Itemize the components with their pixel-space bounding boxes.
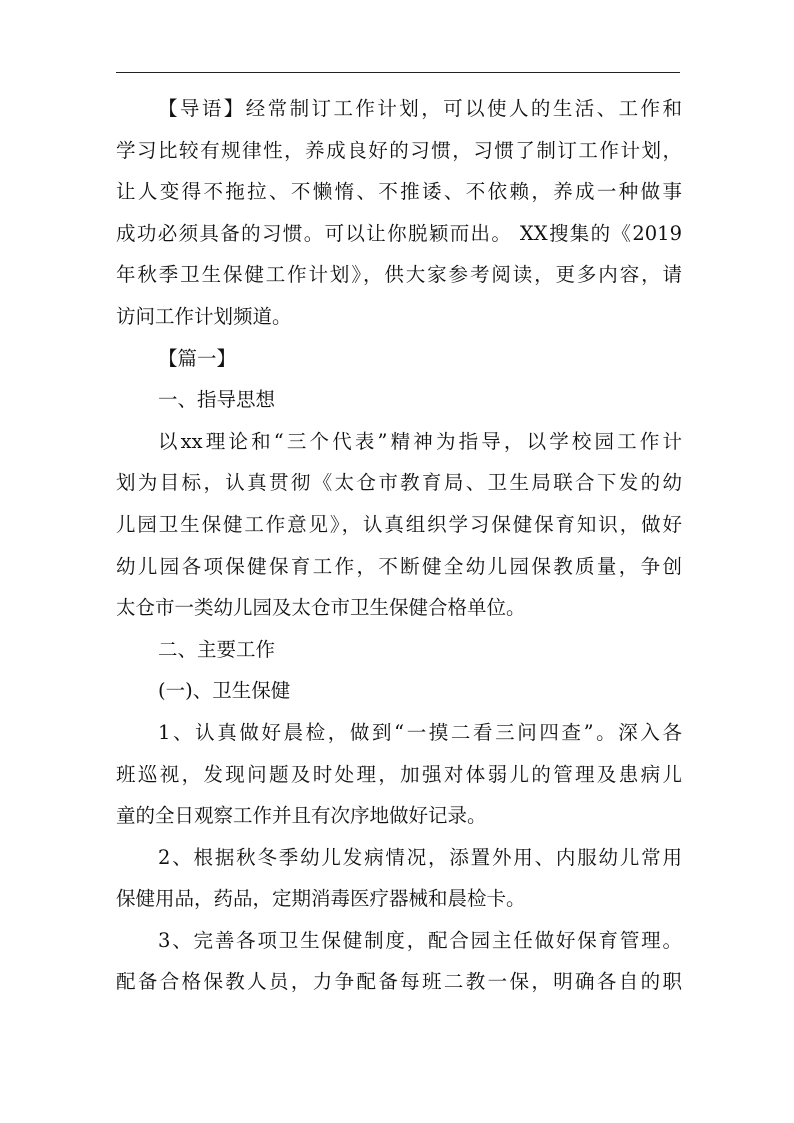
intro-line-5: 年秋季卫生保健工作计划》，供大家参考阅读，更多内容，请 <box>116 263 682 287</box>
item-3-line-2: 配备合格保教人员，力争配备每班二教一保，明确各自的职 <box>116 970 682 994</box>
item-1-line-1: 1、认真做好晨检，做到“一摸二看三问四查”。深入各 <box>158 720 682 744</box>
guiding-line-2: 划为目标，认真贯彻《太仓市教育局、卫生局联合下发的幼 <box>116 471 682 495</box>
guiding-line-4: 幼儿园各项保健保育工作，不断健全幼儿园保教质量，争创 <box>116 554 682 578</box>
heading-guiding-thought: 一、指导思想 <box>158 388 276 412</box>
header-rule <box>116 72 680 73</box>
section-heading-part-one: 【篇一】 <box>158 346 237 370</box>
heading-main-work: 二、主要工作 <box>158 637 276 661</box>
item-1-line-3: 童的全日观察工作并且有次序地做好记录。 <box>116 804 487 828</box>
document-body <box>116 88 682 1003</box>
guiding-line-3: 儿园卫生保健工作意见》，认真组织学习保健保育知识，做好 <box>116 512 682 536</box>
item-2-line-1: 2、根据秋冬季幼儿发病情况，添置外用、内服幼儿常用 <box>158 845 682 869</box>
intro-line-2: 学习比较有规律性，养成良好的习惯，习惯了制订工作计划， <box>116 138 682 162</box>
guiding-line-5: 太仓市一类幼儿园及太仓市卫生保健合格单位。 <box>116 596 526 620</box>
intro-line-1: 【导语】经常制订工作计划，可以使人的生活、工作和 <box>158 97 682 120</box>
intro-line-3: 让人变得不拖拉、不懒惰、不推诿、不依赖，养成一种做事 <box>116 180 682 204</box>
subheading-health-care: (一)、卫生保健 <box>158 679 291 703</box>
item-2-line-2: 保健用品，药品，定期消毒医疗器械和晨检卡。 <box>116 887 526 911</box>
intro-line-4: 成功必须具备的习惯。可以让你脱颖而出。 XX搜集的《2019 <box>116 221 682 245</box>
item-1-line-2: 班巡视，发现问题及时处理，加强对体弱儿的管理及患病儿 <box>116 762 682 786</box>
item-3-line-1: 3、完善各项卫生保健制度，配合园主任做好保育管理。 <box>158 928 682 952</box>
guiding-line-1: 以xx理论和“三个代表”精神为指导，以学校园工作计 <box>158 429 682 453</box>
intro-line-6: 访问工作计划频道。 <box>116 304 292 328</box>
